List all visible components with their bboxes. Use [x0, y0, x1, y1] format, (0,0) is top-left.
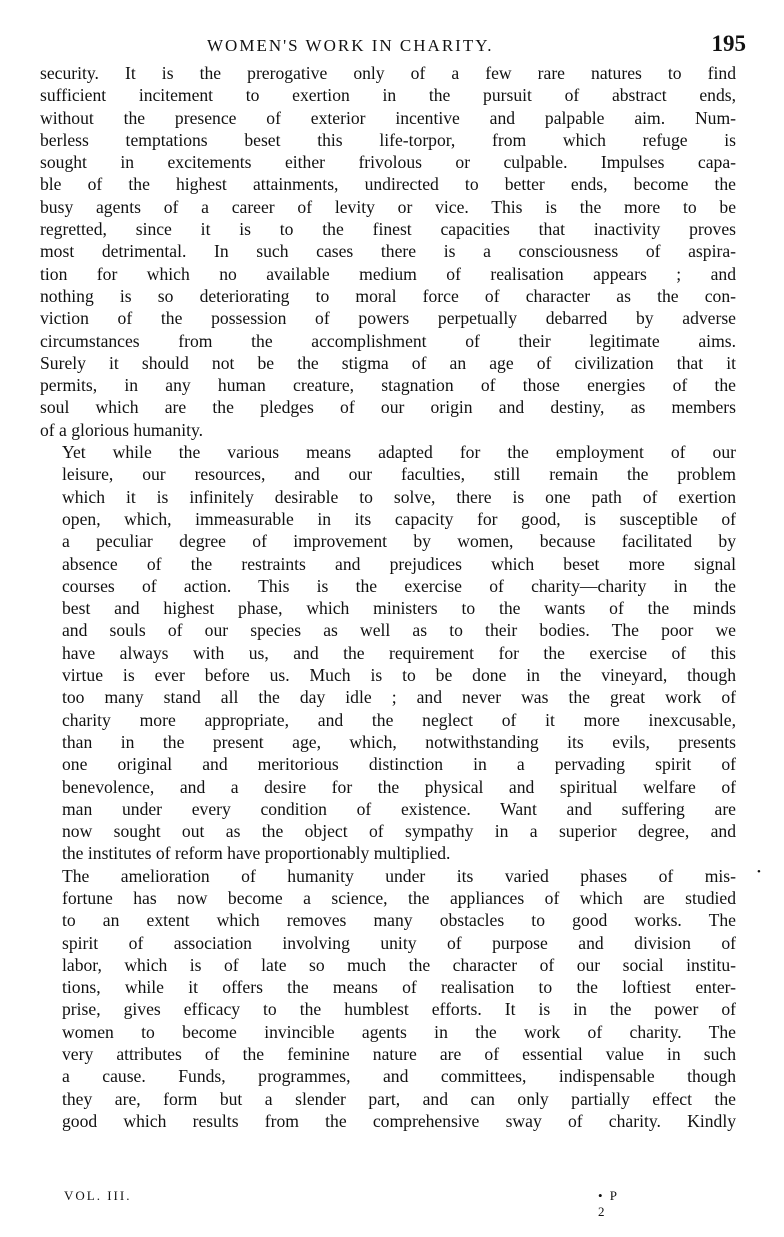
text-line: The amelioration of humanity under its varied phases of mis-: [62, 865, 736, 886]
text-line: one original and meritorious distinction in a pervading spirit of: [62, 754, 736, 775]
text-line: to an extent which removes many obstacles to good works. The: [62, 910, 736, 931]
text-line: without the presence of exterior incentive and palpable aim. Num-: [40, 107, 736, 128]
text-line: tions, while it offers the means of realisation to the loftiest enter-: [62, 977, 736, 998]
text-line: open, which, immeasurable in its capacity for good, is susceptible of: [62, 508, 736, 529]
running-title: WOMEN'S WORK IN CHARITY.: [207, 36, 494, 55]
body-text: [40, 62, 736, 1132]
text-line: charity more appropriate, and the neglect of it more inexcusable,: [62, 709, 736, 730]
text-line: absence of the restraints and prejudices which beset more signal: [62, 553, 736, 574]
text-line: labor, which is of late so much the character of our social institu-: [62, 954, 736, 975]
text-line: of a glorious humanity.: [40, 419, 204, 440]
text-line: a peculiar degree of improvement by women, because facilitated by: [62, 531, 736, 552]
text-line: have always with us, and the requirement for the exercise of this: [62, 642, 736, 663]
text-line: Surely it should not be the stigma of an age of civilization that it: [40, 352, 736, 373]
text-line: Yet while the various means adapted for the employment of our: [62, 442, 736, 463]
paragraph-2: [40, 441, 736, 865]
text-line: fortune has now become a science, the appliances of which are studied: [62, 887, 736, 908]
text-line: a cause. Funds, programmes, and committees, indispensable though: [62, 1066, 736, 1087]
text-line: busy agents of a career of levity or vice. This is the more to be: [40, 196, 736, 217]
text-line: man under every condition of existence. Want and suffering are: [62, 798, 736, 819]
text-line: permits, in any human creature, stagnation of those energies of the: [40, 375, 736, 396]
paragraph-1: [40, 62, 736, 441]
page-footer: [26, 1188, 626, 1219]
text-line: virtue is ever before us. Much is to be done in the vineyard, though: [62, 665, 736, 686]
text-line: viction of the possession of powers perpetually debarred by adverse: [40, 308, 736, 329]
text-line: now sought out as the object of sympathy in a superior degree, and: [62, 821, 736, 842]
margin-mark: •: [757, 866, 761, 878]
text-line: benevolence, and a desire for the physical and spiritual welfare of: [62, 776, 736, 797]
page-header: [40, 30, 746, 62]
volume-label: VOL. III.: [64, 1188, 132, 1203]
text-line: soul which are the pledges of our origin and destiny, as members: [40, 397, 736, 418]
text-line: the institutes of reform have proportionably multiplied.: [62, 843, 451, 864]
text-line: very attributes of the feminine nature are of essential value in such: [62, 1044, 736, 1065]
text-line: sought in excitements either frivolous or culpable. Impulses capa-: [40, 152, 736, 173]
text-line: berless temptations beset this life-torpor, from which refuge is: [40, 129, 736, 150]
text-line: leisure, our resources, and our faculties, still remain the problem: [62, 464, 736, 485]
text-line: nothing is so deteriorating to moral force of character as the con-: [40, 285, 736, 306]
text-line: regretted, since it is to the finest capacities that inactivity proves: [40, 219, 736, 240]
text-line: best and highest phase, which ministers to the wants of the minds: [62, 598, 736, 619]
text-line: good which results from the comprehensive sway of charity. Kindly: [62, 1110, 736, 1131]
page-number: 195: [711, 31, 746, 56]
paragraph-3: [40, 865, 736, 1133]
text-line: most detrimental. In such cases there is a consciousness of aspira-: [40, 241, 736, 262]
text-line: security. It is the prerogative only of a few rare natures to find: [40, 63, 736, 83]
text-line: courses of action. This is the exercise of charity—charity in the: [62, 575, 736, 596]
text-line: spirit of association involving unity of purpose and division of: [62, 932, 736, 953]
text-line: circumstances from the accomplishment of their legitimate aims.: [40, 330, 736, 351]
text-line: sufficient incitement to exertion in the pursuit of abstract ends,: [40, 85, 736, 106]
text-line: women to become invincible agents in the work of charity. The: [62, 1021, 736, 1042]
text-line: they are, form but a slender part, and can only partially effect the: [62, 1088, 736, 1109]
text-line: than in the present age, which, notwithstanding its evils, presents: [62, 731, 736, 752]
page: [40, 30, 746, 1132]
text-line: ble of the highest attainments, undirected to better ends, become the: [40, 174, 736, 195]
text-line: which it is infinitely desirable to solve, there is one path of exertion: [62, 486, 736, 507]
text-line: too many stand all the day idle ; and never was the great work of: [62, 687, 736, 708]
text-line: prise, gives efficacy to the humblest efforts. It is in the power of: [62, 999, 736, 1020]
signature-mark: • P 2: [598, 1188, 619, 1219]
text-line: tion for which no available medium of realisation appears ; and: [40, 263, 736, 284]
text-line: and souls of our species as well as to their bodies. The poor we: [62, 620, 736, 641]
